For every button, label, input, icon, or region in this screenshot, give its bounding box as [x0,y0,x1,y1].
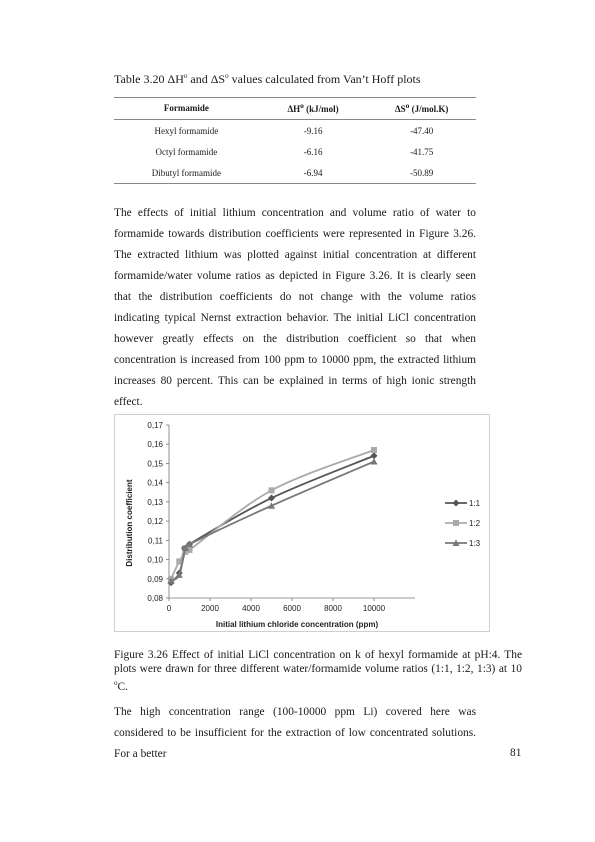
page-number: 81 [510,747,522,759]
body-paragraph-2: The high concentration range (100-10000 ppm Li) covered here was considered to be insufficient for the extraction of low concentrated solutions. For a better [114,706,476,760]
header-formamide: Formamide [163,102,209,113]
figure-3-26-chart [114,414,490,632]
header-delta-h: $\Delta H^o$ (kJ/mol) [287,101,339,114]
tick-layer [147,421,385,613]
cell-ds: -47.40 [410,126,434,136]
cell-ds: -41.75 [410,147,434,157]
y-tick-label: 0,15 [147,459,163,469]
y-axis-title: Distribution coefficient [125,479,134,567]
legend-label: 1:1 [469,499,481,508]
body-paragraph-1: The effects of initial lithium concentration and volume ratio of water to formamide towards distribution coefficients were represented in Figure 3.26. The extracted lithium was plotted against initial concentration at different formamide/water volume ratios as depicted in Figure 3.26. It is clearly seen that the distribution coefficients do not change with the volume ratios indicating typical Nernst extraction behavior. The initial LiCl concentration however greatly effects on the distribution coefficient so that when concentration is increased from 100 ppm to 10000 ppm, the extracted lithium increases 80 percent. This can be explained in terms of high ionic strength effect. [114,207,476,408]
table-header-row [114,98,476,120]
legend-marker [453,520,459,526]
y-tick-label: 0,10 [147,555,163,565]
x-tick-label: 2000 [201,604,219,613]
legend-marker [453,500,460,507]
table-row [114,120,476,142]
legend-label: 1:3 [469,539,481,548]
series-line-1-2 [171,450,374,579]
cell-name: Dibutyl formamide [151,168,222,178]
data-point [371,447,377,453]
cell-name: Hexyl formamide [154,126,219,136]
data-point [268,495,275,502]
y-tick-label: 0,12 [147,517,163,527]
legend-label: 1:2 [469,519,481,528]
cell-name: Octyl formamide [155,147,218,157]
y-tick-label: 0,16 [147,440,163,450]
cell-dh: -6.94 [303,168,323,178]
thermodynamics-table [114,97,476,184]
cell-dh: -6.16 [303,147,323,157]
y-tick-label: 0,13 [147,497,163,507]
figure-caption: Figure 3.26 Effect of initial LiCl concentration on k of hexyl formamide at pH:4. The plots were drawn for three different water/formamide volume ratios (1:1, 1:2, 1:3) at 10 $^o$C. [114,649,522,693]
x-tick-label: 0 [166,604,172,613]
header-delta-s: $\Delta S^o$ (J/mol.K) [394,101,449,114]
data-point [371,458,378,465]
x-axis-title: Initial lithium chloride concentration (ppm) [215,620,379,629]
table-caption: Table 3.20 $\Delta H^o$ and $\Delta S^o$ values calculated from Van’t Hoff plots [114,72,421,86]
series-layer [168,447,378,586]
x-tick-label: 4000 [242,604,260,613]
x-tick-label: 10000 [362,604,386,613]
y-tick-label: 0,08 [147,594,163,603]
x-tick-label: 6000 [283,604,301,613]
table-row [114,141,476,162]
chart-svg [115,415,489,631]
data-point [269,487,275,493]
x-tick-label: 8000 [324,604,342,613]
cell-dh: -9.16 [303,126,323,136]
grid-layer [169,425,415,598]
y-tick-label: 0,14 [147,478,163,488]
y-tick-label: 0,11 [148,536,163,546]
series-line-1-3 [171,462,374,581]
table-row [114,162,476,184]
y-tick-label: 0,17 [147,421,163,430]
cell-ds: -50.89 [410,168,434,178]
y-tick-label: 0,09 [147,574,163,584]
legend-layer [445,499,481,548]
